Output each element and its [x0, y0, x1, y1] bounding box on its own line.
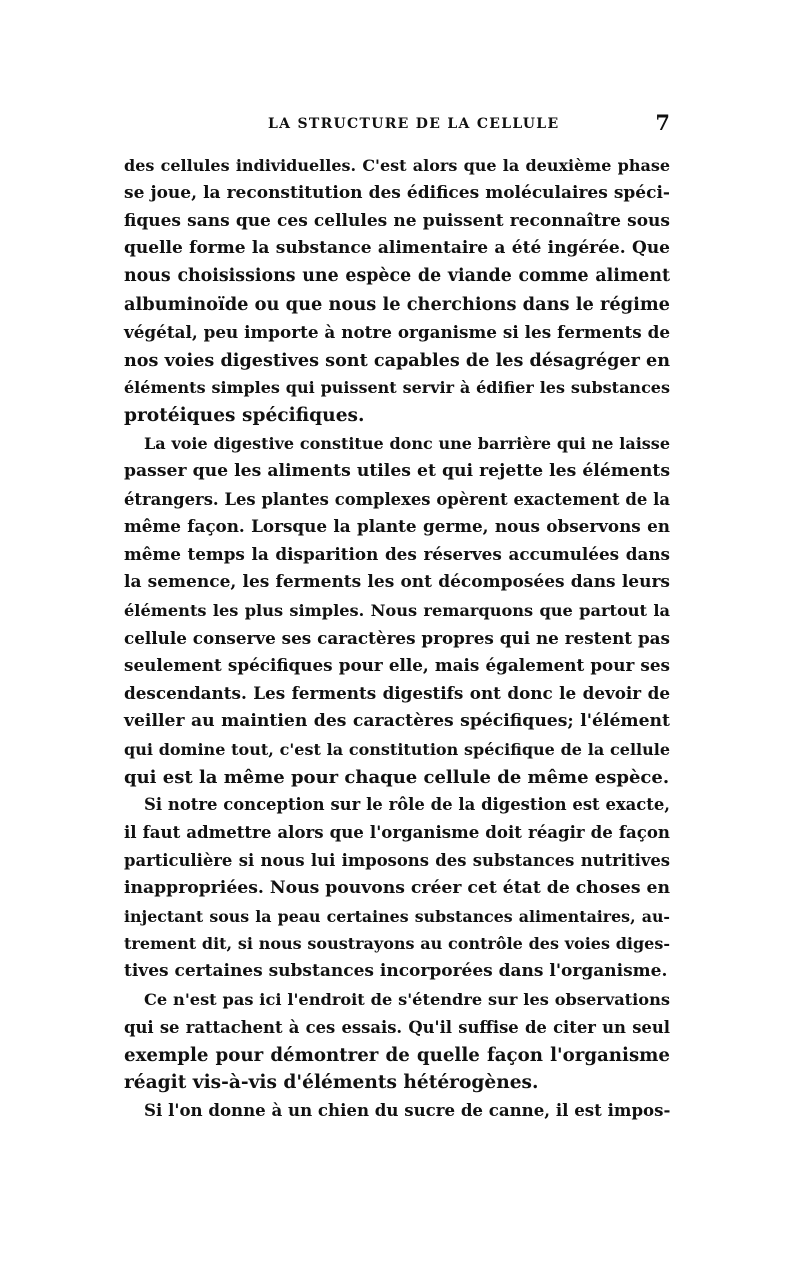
- text-line: trement dit, si nous soustrayons au contrôle des voies diges-: [124, 934, 670, 954]
- text-line: protéiques spécifiques.: [124, 405, 365, 427]
- text-line: qui est la même pour chaque cellule de même espèce.: [124, 766, 670, 788]
- text-line: même façon. Lorsque la plante germe, nous observons en: [124, 516, 670, 537]
- text-line: La voie digestive constitue donc une barrière qui ne laisse: [144, 433, 670, 453]
- text-line: se joue, la reconstitution des édifices moléculaires spéci-: [124, 182, 670, 203]
- text-line: éléments simples qui puissent servir à édifier les substances: [124, 378, 670, 398]
- text-line: éléments les plus simples. Nous remarquons que partout la: [124, 600, 670, 620]
- text-line: cellule conserve ses caractères propres qui ne restent pas: [124, 627, 670, 648]
- text-line: albuminoïde ou que nous le cherchions dans le régime: [124, 293, 670, 315]
- text-line: qui domine tout, c'est la constitution spécifique de la cellule: [124, 739, 670, 759]
- text-line: la semence, les ferments les ont décomposées dans leurs: [124, 571, 670, 592]
- text-line: exemple pour démontrer de quelle façon l'organisme: [124, 1044, 670, 1066]
- text-line: passer que les aliments utiles et qui rejette les éléments: [124, 460, 670, 481]
- text-line: nos voies digestives sont capables de les désagréger en: [124, 349, 670, 371]
- body-text: [124, 152, 670, 1125]
- text-line: tives certaines substances incorporées dans l'organisme.: [124, 961, 668, 982]
- text-line: étrangers. Les plantes complexes opèrent exactement de la: [124, 489, 670, 509]
- text-line: Ce n'est pas ici l'endroit de s'étendre sur les observations: [144, 989, 670, 1009]
- text-line: il faut admettre alors que l'organisme doit réagir de façon: [124, 822, 670, 843]
- text-line: injectant sous la peau certaines substances alimentaires, au-: [124, 906, 670, 926]
- text-line: Si l'on donne à un chien du sucre de canne, il est impos-: [144, 1100, 671, 1121]
- text-line: même temps la disparition des réserves accumulées dans: [124, 544, 670, 565]
- text-line: nous choisissions une espèce de viande comme aliment: [124, 266, 670, 287]
- text-line: des cellules individuelles. C'est alors que la deuxième phase: [124, 156, 670, 175]
- text-line: particulière si nous lui imposons des substances nutritives: [124, 850, 670, 870]
- text-line: inappropriées. Nous pouvons créer cet état de choses en: [124, 877, 670, 898]
- text-line: seulement spécifiques pour elle, mais également pour ses: [124, 655, 670, 676]
- text-line: Si notre conception sur le rôle de la digestion est exacte,: [144, 795, 670, 815]
- text-line: descendants. Les ferments digestifs ont donc le devoir de: [124, 683, 670, 704]
- running-head: [124, 112, 670, 136]
- text-line: fiques sans que ces cellules ne puissent reconnaître sous: [124, 210, 670, 231]
- running-title: LA STRUCTURE DE LA CELLULE: [268, 116, 560, 132]
- page-number: 7: [655, 110, 670, 135]
- text-line: quelle forme la substance alimentaire a été ingérée. Que: [124, 238, 670, 259]
- text-line: qui se rattachent à ces essais. Qu'il suffise de citer un seul: [124, 1017, 670, 1037]
- text-line: végétal, peu importe à notre organisme si les ferments de: [124, 321, 670, 342]
- text-line: réagit vis-à-vis d'éléments hétérogènes.: [124, 1072, 539, 1094]
- text-line: veiller au maintien des caractères spécifiques; l'élément: [124, 710, 670, 731]
